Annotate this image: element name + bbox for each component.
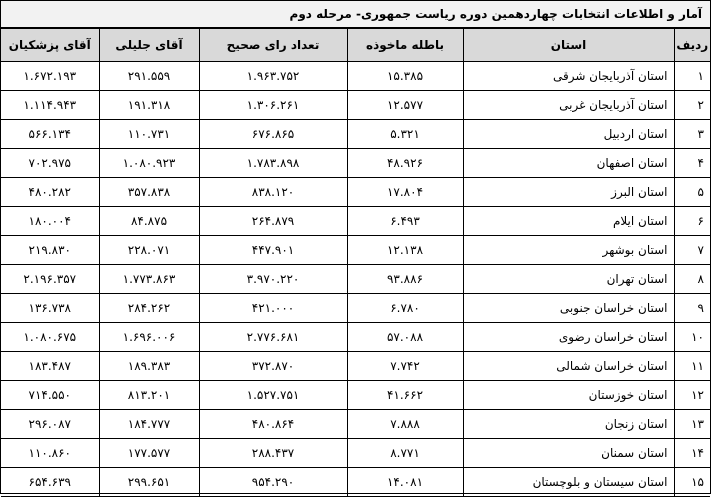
cell-valid-votes: ۲۸۸.۴۳۷ [199, 439, 347, 468]
cell-invalid-votes: ۷.۸۸۸ [347, 410, 463, 439]
cell-row-number: ۱۵ [674, 468, 710, 497]
table-row [1, 62, 710, 91]
cell-jalili: ۱۸۴.۷۷۷ [99, 410, 199, 439]
cell-row-number: ۱۲ [674, 381, 710, 410]
cell-pezeshkian: ۱۳۶.۷۳۸ [1, 294, 99, 323]
cell-valid-votes: ۲.۷۷۶.۶۸۱ [199, 323, 347, 352]
cell-invalid-votes: ۶.۷۸۰ [347, 294, 463, 323]
table-row [1, 381, 710, 410]
header-row [1, 29, 710, 62]
cell-valid-votes: ۱.۳۰۶.۲۶۱ [199, 91, 347, 120]
table-body [1, 62, 710, 497]
cell-jalili: ۱۱۰.۷۳۱ [99, 120, 199, 149]
cell-pezeshkian: ۲۱۹.۸۳۰ [1, 236, 99, 265]
cell-province: استان خوزستان [463, 381, 674, 410]
header-pezeshkian: آقای پزشکیان [1, 29, 99, 62]
cell-invalid-votes: ۱۲.۵۷۷ [347, 91, 463, 120]
cell-row-number: ۶ [674, 207, 710, 236]
cell-province: استان آذربایجان شرقی [463, 62, 674, 91]
election-results-table [1, 28, 710, 497]
cell-valid-votes: ۴۲۱.۰۰۰ [199, 294, 347, 323]
table-title: آمار و اطلاعات انتخابات چهاردهمین دوره ریاست جمهوری- مرحله دوم [1, 1, 710, 28]
cell-row-number: ۵ [674, 178, 710, 207]
cell-jalili: ۲۹۹.۶۵۱ [99, 468, 199, 497]
table-row [1, 439, 710, 468]
cell-province: استان اردبیل [463, 120, 674, 149]
table-row [1, 352, 710, 381]
cell-invalid-votes: ۱۵.۳۸۵ [347, 62, 463, 91]
cell-row-number: ۲ [674, 91, 710, 120]
cell-valid-votes: ۸۳۸.۱۲۰ [199, 178, 347, 207]
cell-jalili: ۲۲۸.۰۷۱ [99, 236, 199, 265]
header-valid-votes: تعداد رای صحیح [199, 29, 347, 62]
cell-pezeshkian: ۲.۱۹۶.۳۵۷ [1, 265, 99, 294]
cell-valid-votes: ۴۴۷.۹۰۱ [199, 236, 347, 265]
cell-invalid-votes: ۸.۷۷۱ [347, 439, 463, 468]
header-row-number: ردیف [674, 29, 710, 62]
cell-row-number: ۴ [674, 149, 710, 178]
table-row [1, 410, 710, 439]
cell-row-number: ۱۳ [674, 410, 710, 439]
table-row [1, 323, 710, 352]
header-jalili: آقای جلیلی [99, 29, 199, 62]
cell-province: استان خراسان جنوبی [463, 294, 674, 323]
cell-row-number: ۱ [674, 62, 710, 91]
cell-province: استان زنجان [463, 410, 674, 439]
cell-pezeshkian: ۱.۶۷۲.۱۹۳ [1, 62, 99, 91]
cell-valid-votes: ۱.۵۲۷.۷۵۱ [199, 381, 347, 410]
cell-valid-votes: ۴۸۰.۸۶۴ [199, 410, 347, 439]
cell-valid-votes: ۳.۹۷۰.۲۲۰ [199, 265, 347, 294]
cell-pezeshkian: ۷۱۴.۵۵۰ [1, 381, 99, 410]
header-province: استان [463, 29, 674, 62]
cell-invalid-votes: ۵.۳۲۱ [347, 120, 463, 149]
header-invalid-votes: باطله ماخوذه [347, 29, 463, 62]
cell-pezeshkian: ۱.۱۱۴.۹۴۳ [1, 91, 99, 120]
cell-row-number: ۱۴ [674, 439, 710, 468]
cell-province: استان خراسان رضوی [463, 323, 674, 352]
cell-row-number: ۹ [674, 294, 710, 323]
cell-pezeshkian: ۱۸۳.۴۸۷ [1, 352, 99, 381]
cell-valid-votes: ۹۵۴.۲۹۰ [199, 468, 347, 497]
cell-jalili: ۲۹۱.۵۵۹ [99, 62, 199, 91]
cell-valid-votes: ۱.۷۸۳.۸۹۸ [199, 149, 347, 178]
cell-jalili: ۱.۰۸۰.۹۲۳ [99, 149, 199, 178]
cell-province: استان سمنان [463, 439, 674, 468]
cell-province: استان اصفهان [463, 149, 674, 178]
table-row [1, 207, 710, 236]
cell-pezeshkian: ۱.۰۸۰.۶۷۵ [1, 323, 99, 352]
table-row [1, 236, 710, 265]
table-row [1, 265, 710, 294]
cell-valid-votes: ۳۷۲.۸۷۰ [199, 352, 347, 381]
cell-pezeshkian: ۱۸۰.۰۰۴ [1, 207, 99, 236]
cell-province: استان تهران [463, 265, 674, 294]
cell-row-number: ۱۰ [674, 323, 710, 352]
cell-pezeshkian: ۵۶۶.۱۳۴ [1, 120, 99, 149]
table-row [1, 91, 710, 120]
cell-province: استان البرز [463, 178, 674, 207]
cell-row-number: ۷ [674, 236, 710, 265]
cell-province: استان ایلام [463, 207, 674, 236]
cell-invalid-votes: ۱۷.۸۰۴ [347, 178, 463, 207]
cell-pezeshkian: ۷۰۲.۹۷۵ [1, 149, 99, 178]
cell-jalili: ۱۹۱.۳۱۸ [99, 91, 199, 120]
cell-pezeshkian: ۲۹۶.۰۸۷ [1, 410, 99, 439]
cell-jalili: ۸۱۳.۲۰۱ [99, 381, 199, 410]
cell-jalili: ۲۸۴.۲۶۲ [99, 294, 199, 323]
cell-invalid-votes: ۱۴.۰۸۱ [347, 468, 463, 497]
cell-valid-votes: ۲۶۴.۸۷۹ [199, 207, 347, 236]
cell-pezeshkian: ۱۱۰.۸۶۰ [1, 439, 99, 468]
cell-valid-votes: ۶۷۶.۸۶۵ [199, 120, 347, 149]
cell-invalid-votes: ۶.۴۹۳ [347, 207, 463, 236]
cell-jalili: ۱۷۷.۵۷۷ [99, 439, 199, 468]
cell-province: استان آذربایجان غربی [463, 91, 674, 120]
table-row [1, 178, 710, 207]
table-row [1, 149, 710, 178]
cell-jalili: ۳۵۷.۸۳۸ [99, 178, 199, 207]
cell-province: استان خراسان شمالی [463, 352, 674, 381]
cell-invalid-votes: ۴۸.۹۲۶ [347, 149, 463, 178]
cell-jalili: ۱.۶۹۶.۰۰۶ [99, 323, 199, 352]
table-row [1, 294, 710, 323]
cell-pezeshkian: ۶۵۴.۶۳۹ [1, 468, 99, 497]
cell-province: استان بوشهر [463, 236, 674, 265]
cell-jalili: ۸۴.۸۷۵ [99, 207, 199, 236]
table-row [1, 120, 710, 149]
cell-row-number: ۳ [674, 120, 710, 149]
cell-jalili: ۱.۷۷۳.۸۶۳ [99, 265, 199, 294]
cell-valid-votes: ۱.۹۶۳.۷۵۲ [199, 62, 347, 91]
cell-jalili: ۱۸۹.۳۸۳ [99, 352, 199, 381]
table-row [1, 468, 710, 497]
cell-invalid-votes: ۷.۷۴۲ [347, 352, 463, 381]
cell-invalid-votes: ۱۲.۱۳۸ [347, 236, 463, 265]
cell-invalid-votes: ۴۱.۶۶۲ [347, 381, 463, 410]
cell-invalid-votes: ۹۳.۸۸۶ [347, 265, 463, 294]
cell-province: استان سیستان و بلوچستان [463, 468, 674, 497]
cell-row-number: ۸ [674, 265, 710, 294]
cell-invalid-votes: ۵۷.۰۸۸ [347, 323, 463, 352]
cell-row-number: ۱۱ [674, 352, 710, 381]
cell-pezeshkian: ۴۸۰.۲۸۲ [1, 178, 99, 207]
